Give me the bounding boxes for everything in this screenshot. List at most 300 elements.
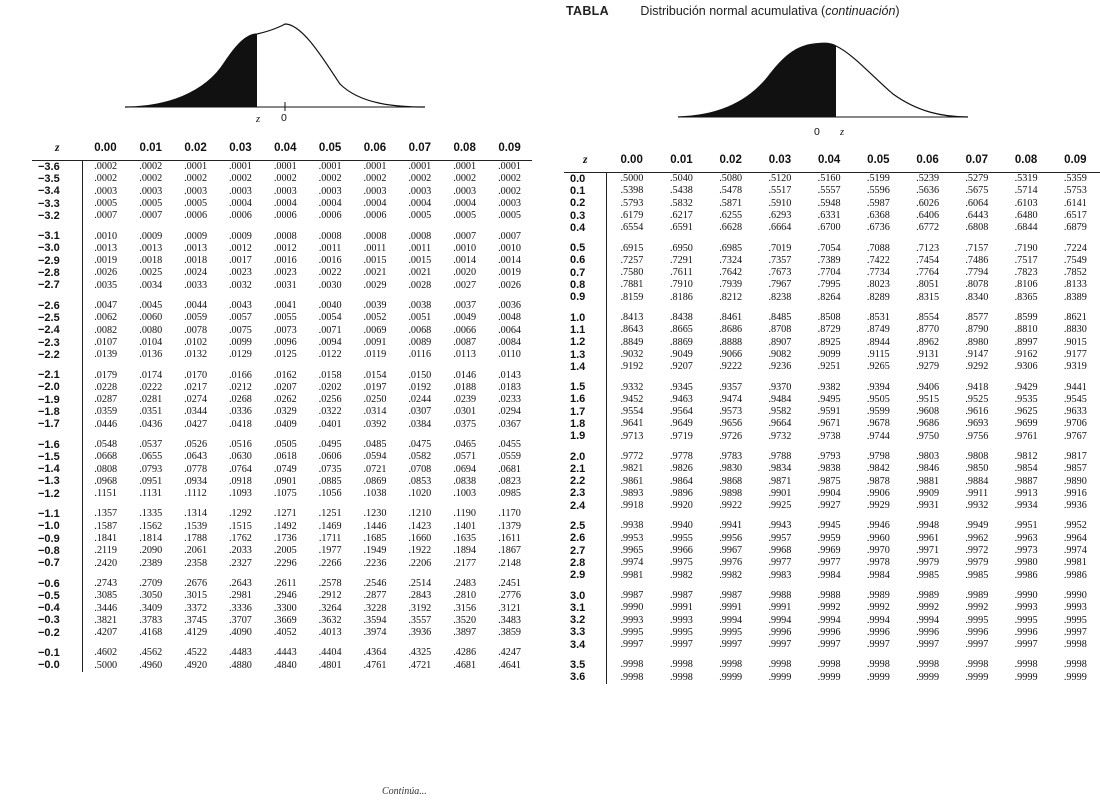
probability-cell: .8790 <box>965 324 989 336</box>
probability-cell: .0367 <box>498 418 521 430</box>
column-header: 0.05 <box>854 150 903 173</box>
probability-cell: .9861 <box>620 475 644 487</box>
probability-cell: .9998 <box>1063 659 1087 671</box>
table-row <box>32 337 532 349</box>
probability-cell: .7995 <box>817 279 841 291</box>
probability-cell: .9394 <box>866 381 890 393</box>
probability-cell: .7939 <box>719 279 743 291</box>
table-row <box>32 292 532 312</box>
table-row <box>32 312 532 324</box>
probability-cell: .9788 <box>768 450 792 462</box>
probability-cell: .1151 <box>94 488 117 500</box>
table-row <box>32 173 532 185</box>
probability-cell: .9974 <box>620 557 644 569</box>
left-curve-line <box>125 24 425 107</box>
probability-cell: .1112 <box>184 488 207 500</box>
probability-cell: .4129 <box>184 627 208 639</box>
probability-cell: .5675 <box>965 185 989 197</box>
probability-cell: .0217 <box>184 381 208 393</box>
probability-cell: .9997 <box>768 639 792 651</box>
z-value-cell: −2.2 <box>32 349 83 361</box>
probability-cell: .2389 <box>139 557 163 569</box>
column-header: 0.08 <box>1001 150 1050 173</box>
probability-cell: .0594 <box>363 451 387 463</box>
probability-cell: .6808 <box>965 222 989 234</box>
probability-cell: .2177 <box>453 557 477 569</box>
table-row <box>564 373 1100 393</box>
probability-cell: .9998 <box>719 659 743 671</box>
probability-cell: .0003 <box>408 185 432 197</box>
z-value-cell: −2.1 <box>32 361 83 381</box>
table-row <box>32 161 532 174</box>
table-row <box>32 361 532 381</box>
column-header: 0.04 <box>263 138 308 161</box>
probability-cell: .9959 <box>817 532 841 544</box>
table-row <box>32 615 532 627</box>
probability-cell: .9904 <box>817 487 841 499</box>
z-value-cell: 2.7 <box>564 545 607 557</box>
probability-cell: .9971 <box>916 545 940 557</box>
probability-cell: .7642 <box>719 267 743 279</box>
probability-cell: .9963 <box>1014 532 1038 544</box>
probability-cell: .9918 <box>620 500 644 512</box>
z-value-cell: −1.9 <box>32 394 83 406</box>
probability-cell: .9279 <box>916 361 940 373</box>
probability-cell: .0630 <box>228 451 252 463</box>
probability-cell: .9976 <box>719 557 743 569</box>
probability-cell: .9222 <box>719 361 743 373</box>
probability-cell: .0001 <box>184 161 208 173</box>
probability-cell: .0009 <box>139 230 163 242</box>
probability-cell: .9750 <box>916 430 940 442</box>
probability-cell: .0197 <box>363 381 387 393</box>
probability-cell: .0122 <box>318 349 342 361</box>
table-row <box>32 186 532 198</box>
probability-cell: .0446 <box>94 418 118 430</box>
probability-cell: .0026 <box>94 267 118 279</box>
z-value-cell: −3.6 <box>32 161 83 174</box>
probability-cell: .0001 <box>273 161 297 173</box>
probability-cell: .5517 <box>768 185 792 197</box>
column-header: 0.09 <box>1051 150 1100 173</box>
table-row <box>32 255 532 267</box>
probability-cell: .0004 <box>363 197 387 209</box>
probability-cell: .9370 <box>768 381 792 393</box>
z-value-cell: −3.2 <box>32 210 83 222</box>
probability-cell: .9985 <box>965 569 989 581</box>
probability-cell: .5557 <box>817 185 841 197</box>
probability-cell: .9992 <box>866 602 890 614</box>
table-row <box>564 627 1100 639</box>
probability-cell: .0068 <box>408 324 432 336</box>
probability-cell: .9957 <box>768 532 792 544</box>
probability-cell: .9406 <box>916 381 940 393</box>
table-row <box>564 304 1100 324</box>
probability-cell: .9082 <box>768 348 792 360</box>
z-value-cell: 1.0 <box>564 304 607 324</box>
table-row <box>564 337 1100 349</box>
probability-cell: .7123 <box>916 242 940 254</box>
z-value-cell: −1.1 <box>32 500 83 520</box>
probability-cell: .7673 <box>768 267 792 279</box>
probability-cell: .9981 <box>1063 557 1087 569</box>
probability-cell: .9966 <box>669 545 693 557</box>
probability-cell: .0054 <box>318 312 342 324</box>
probability-cell: .9808 <box>965 450 989 462</box>
z-value-cell: 2.0 <box>564 443 607 463</box>
probability-cell: .9998 <box>620 659 644 671</box>
probability-cell: .9633 <box>1063 406 1087 418</box>
probability-cell: .9996 <box>1014 626 1038 638</box>
probability-cell: .9999 <box>719 671 743 683</box>
table-row <box>32 243 532 255</box>
probability-cell: .0032 <box>228 279 252 291</box>
probability-cell: .0721 <box>363 463 387 475</box>
probability-cell: .9495 <box>817 393 841 405</box>
probability-cell: .9901 <box>768 487 792 499</box>
probability-cell: .9990 <box>620 602 644 614</box>
probability-cell: .9992 <box>965 602 989 614</box>
probability-cell: .5359 <box>1063 173 1087 185</box>
z-value-cell: 0.9 <box>564 292 607 304</box>
probability-cell: .3156 <box>453 602 477 614</box>
probability-cell: .8686 <box>719 324 743 336</box>
column-header: 0.02 <box>173 138 218 161</box>
probability-cell: .0002 <box>453 173 477 185</box>
table-row <box>564 349 1100 361</box>
z-value-cell: −3.1 <box>32 222 83 242</box>
probability-cell: .6915 <box>620 242 644 254</box>
probability-cell: .9938 <box>620 520 644 532</box>
probability-cell: .0034 <box>139 279 163 291</box>
probability-cell: .9732 <box>768 430 792 442</box>
probability-cell: .1446 <box>363 520 387 532</box>
probability-cell: .9965 <box>620 545 644 557</box>
probability-cell: .0094 <box>318 336 342 348</box>
column-header: 0.05 <box>308 138 353 161</box>
probability-cell: .9955 <box>669 532 693 544</box>
probability-cell: .7580 <box>620 267 644 279</box>
probability-cell: .4681 <box>453 659 477 671</box>
z-value-cell: 1.9 <box>564 431 607 443</box>
probability-cell: .1867 <box>498 545 521 557</box>
probability-cell: .6879 <box>1063 222 1087 234</box>
probability-cell: .0001 <box>498 161 521 173</box>
probability-cell: .6217 <box>669 209 693 221</box>
probability-cell: .0233 <box>498 394 521 406</box>
probability-cell: .0023 <box>228 267 252 279</box>
table-row <box>32 545 532 557</box>
probability-cell: .8907 <box>768 336 792 348</box>
left-z-table <box>32 138 532 672</box>
right-table-header <box>564 150 1100 173</box>
probability-cell: .7852 <box>1063 267 1087 279</box>
probability-cell: .1093 <box>228 488 252 500</box>
probability-cell: .0129 <box>228 349 252 361</box>
z-value-cell: −1.4 <box>32 464 83 476</box>
probability-cell: .9982 <box>669 569 693 581</box>
probability-cell: .9997 <box>916 639 940 651</box>
probability-cell: .0314 <box>363 406 387 418</box>
probability-cell: .5987 <box>866 197 890 209</box>
probability-cell: .0051 <box>408 312 432 324</box>
probability-cell: .0132 <box>184 349 208 361</box>
probability-cell: .0006 <box>318 210 342 222</box>
probability-cell: .9999 <box>965 671 989 683</box>
probability-cell: .9463 <box>669 393 693 405</box>
table-row <box>564 324 1100 336</box>
probability-cell: .7422 <box>866 254 890 266</box>
probability-cell: .0023 <box>273 267 297 279</box>
probability-cell: .0017 <box>228 255 252 267</box>
continue-note: Continúa... <box>382 786 427 797</box>
probability-cell: .9998 <box>1014 659 1038 671</box>
probability-cell: .0031 <box>273 279 297 291</box>
probability-cell: .9999 <box>817 671 841 683</box>
probability-cell: .0022 <box>318 267 342 279</box>
table-row <box>564 198 1100 210</box>
probability-cell: .0006 <box>184 210 208 222</box>
probability-cell: .1357 <box>94 508 118 520</box>
probability-cell: .3015 <box>184 590 208 602</box>
probability-cell: .9997 <box>1063 626 1087 638</box>
probability-cell: .0089 <box>408 336 432 348</box>
probability-cell: .9846 <box>916 463 940 475</box>
probability-cell: .9979 <box>916 557 940 569</box>
probability-cell: .9995 <box>719 626 743 638</box>
probability-cell: .1587 <box>94 520 118 532</box>
z-value-cell: 2.4 <box>564 500 607 512</box>
probability-cell: .0170 <box>184 369 208 381</box>
probability-cell: .9994 <box>719 614 743 626</box>
probability-cell: .2946 <box>273 590 297 602</box>
probability-cell: .0764 <box>228 463 252 475</box>
probability-cell: .9996 <box>817 626 841 638</box>
probability-cell: .0030 <box>318 279 342 291</box>
probability-cell: .0004 <box>318 197 342 209</box>
probability-cell: .9945 <box>817 520 841 532</box>
table-row <box>564 210 1100 222</box>
probability-cell: .7823 <box>1014 267 1038 279</box>
probability-cell: .9977 <box>817 557 841 569</box>
probability-cell: .8365 <box>1014 291 1038 303</box>
z-value-cell: −3.3 <box>32 198 83 210</box>
table-row <box>564 394 1100 406</box>
probability-cell: .6591 <box>669 222 693 234</box>
probability-cell: .0455 <box>498 438 521 450</box>
probability-cell: .1977 <box>318 545 342 557</box>
probability-cell: .0287 <box>94 394 118 406</box>
probability-cell: .9997 <box>866 639 890 651</box>
probability-cell: .9979 <box>965 557 989 569</box>
probability-cell: .7224 <box>1063 242 1087 254</box>
probability-cell: .0158 <box>318 369 342 381</box>
probability-cell: .0582 <box>408 451 432 463</box>
table-row <box>32 476 532 488</box>
probability-cell: .6950 <box>669 242 693 254</box>
probability-cell: .4801 <box>318 659 342 671</box>
probability-cell: .8238 <box>768 291 792 303</box>
probability-cell: .0606 <box>318 451 342 463</box>
probability-cell: .7389 <box>817 254 841 266</box>
probability-cell: .8133 <box>1063 279 1087 291</box>
probability-cell: .0485 <box>363 438 387 450</box>
probability-cell: .8621 <box>1063 312 1087 324</box>
probability-cell: .9961 <box>916 532 940 544</box>
probability-cell: .9998 <box>965 659 989 671</box>
probability-cell: .4880 <box>228 659 252 671</box>
probability-cell: .0823 <box>498 475 521 487</box>
probability-cell: .1611 <box>498 533 521 545</box>
probability-cell: .1685 <box>363 533 387 545</box>
probability-cell: .9564 <box>669 406 693 418</box>
z-value-cell: 1.4 <box>564 361 607 373</box>
probability-cell: .0035 <box>94 279 118 291</box>
probability-cell: .0002 <box>228 173 252 185</box>
probability-cell: .9993 <box>1063 602 1087 614</box>
probability-cell: .9616 <box>965 406 989 418</box>
probability-cell: .9993 <box>669 614 693 626</box>
probability-cell: .9131 <box>916 348 940 360</box>
probability-cell: .0003 <box>273 185 297 197</box>
probability-cell: .0465 <box>453 438 477 450</box>
probability-cell: .9936 <box>1063 500 1087 512</box>
probability-cell: .4840 <box>273 659 297 671</box>
table-row <box>564 545 1100 557</box>
probability-cell: .0749 <box>273 463 297 475</box>
right-z-table <box>564 150 1100 684</box>
probability-cell: .1314 <box>184 508 208 520</box>
probability-cell: .1894 <box>453 545 477 557</box>
probability-cell: .9987 <box>669 589 693 601</box>
probability-cell: .3783 <box>139 614 163 626</box>
probability-cell: .9830 <box>719 463 743 475</box>
z-value-cell: −0.9 <box>32 533 83 545</box>
probability-cell: .9990 <box>1014 589 1038 601</box>
left-table-header <box>32 138 532 161</box>
probability-cell: .3121 <box>498 602 521 614</box>
probability-cell: .7517 <box>1014 254 1038 266</box>
probability-cell: .8554 <box>916 312 940 324</box>
probability-cell: .0002 <box>184 173 208 185</box>
probability-cell: .2578 <box>318 577 342 589</box>
probability-cell: .5793 <box>620 197 644 209</box>
probability-cell: .9980 <box>1014 557 1038 569</box>
z-value-cell: −0.7 <box>32 558 83 570</box>
probability-cell: .6700 <box>817 222 841 234</box>
probability-cell: .0003 <box>318 185 342 197</box>
probability-cell: .6664 <box>768 222 792 234</box>
probability-cell: .9332 <box>620 381 644 393</box>
column-header: 0.09 <box>487 138 532 161</box>
probability-cell: .9998 <box>669 671 693 683</box>
probability-cell: .8962 <box>916 336 940 348</box>
probability-cell: .0250 <box>363 394 387 406</box>
z-value-cell: −2.3 <box>32 337 83 349</box>
z-value-cell: −1.8 <box>32 406 83 418</box>
probability-cell: .0571 <box>453 451 477 463</box>
probability-cell: .2743 <box>94 577 118 589</box>
probability-cell: .0002 <box>94 173 118 185</box>
probability-cell: .4052 <box>273 627 297 639</box>
probability-cell: .0344 <box>184 406 208 418</box>
probability-cell: .8849 <box>620 336 644 348</box>
probability-cell: .0002 <box>363 173 387 185</box>
right-shaded-area <box>678 43 836 117</box>
probability-cell: .9989 <box>866 589 890 601</box>
probability-cell: .0062 <box>94 312 118 324</box>
probability-cell: .0080 <box>139 324 163 336</box>
table-row <box>32 267 532 279</box>
probability-cell: .0010 <box>453 242 477 254</box>
probability-cell: .2420 <box>94 557 118 569</box>
probability-cell: .7190 <box>1014 242 1038 254</box>
probability-cell: .2327 <box>228 557 252 569</box>
probability-cell: .1210 <box>408 508 432 520</box>
probability-cell: .7454 <box>916 254 940 266</box>
table-row <box>564 292 1100 304</box>
probability-cell: .9925 <box>768 500 792 512</box>
probability-cell: .9970 <box>866 545 890 557</box>
table-row <box>564 431 1100 443</box>
probability-cell: .2643 <box>228 577 252 589</box>
probability-cell: .9842 <box>866 463 890 475</box>
probability-cell: .2358 <box>184 557 208 569</box>
z-value-cell: −0.6 <box>32 570 83 590</box>
probability-cell: .9452 <box>620 393 644 405</box>
probability-cell: .4207 <box>94 627 118 639</box>
probability-cell: .9177 <box>1063 348 1087 360</box>
probability-cell: .9292 <box>965 361 989 373</box>
z-value-cell: 0.1 <box>564 185 607 197</box>
column-header: 0.00 <box>83 138 129 161</box>
probability-cell: .0069 <box>363 324 387 336</box>
right-zero-axis-label: 0 <box>814 126 820 138</box>
probability-cell: .6406 <box>916 209 940 221</box>
probability-cell: .0039 <box>363 300 387 312</box>
probability-cell: .9998 <box>768 659 792 671</box>
probability-cell: .9977 <box>768 557 792 569</box>
probability-cell: .9251 <box>817 361 841 373</box>
probability-cell: .6141 <box>1063 197 1087 209</box>
z-value-cell: −2.5 <box>32 312 83 324</box>
probability-cell: .8078 <box>965 279 989 291</box>
probability-cell: .1251 <box>318 508 342 520</box>
probability-cell: .9948 <box>916 520 940 532</box>
probability-cell: .8340 <box>965 291 989 303</box>
probability-cell: .9988 <box>768 589 792 601</box>
probability-cell: .1335 <box>139 508 163 520</box>
probability-cell: .1949 <box>363 545 387 557</box>
probability-cell: .5714 <box>1014 185 1038 197</box>
probability-cell: .9943 <box>768 520 792 532</box>
probability-cell: .3050 <box>139 590 163 602</box>
probability-cell: .9726 <box>719 430 743 442</box>
probability-cell: .8925 <box>817 336 841 348</box>
z-value-cell: 1.7 <box>564 406 607 418</box>
probability-cell: .8599 <box>1014 312 1038 324</box>
z-value-cell: 2.6 <box>564 533 607 545</box>
right-z-axis-label: z <box>840 127 845 138</box>
probability-cell: .3228 <box>363 602 387 614</box>
probability-cell: .0018 <box>139 255 163 267</box>
z-value-cell: 3.1 <box>564 602 607 614</box>
left-z-axis-label: z <box>256 114 261 125</box>
column-header: z <box>564 150 607 173</box>
probability-cell: .2810 <box>453 590 477 602</box>
column-header: 0.02 <box>706 150 755 173</box>
table-row <box>32 280 532 292</box>
